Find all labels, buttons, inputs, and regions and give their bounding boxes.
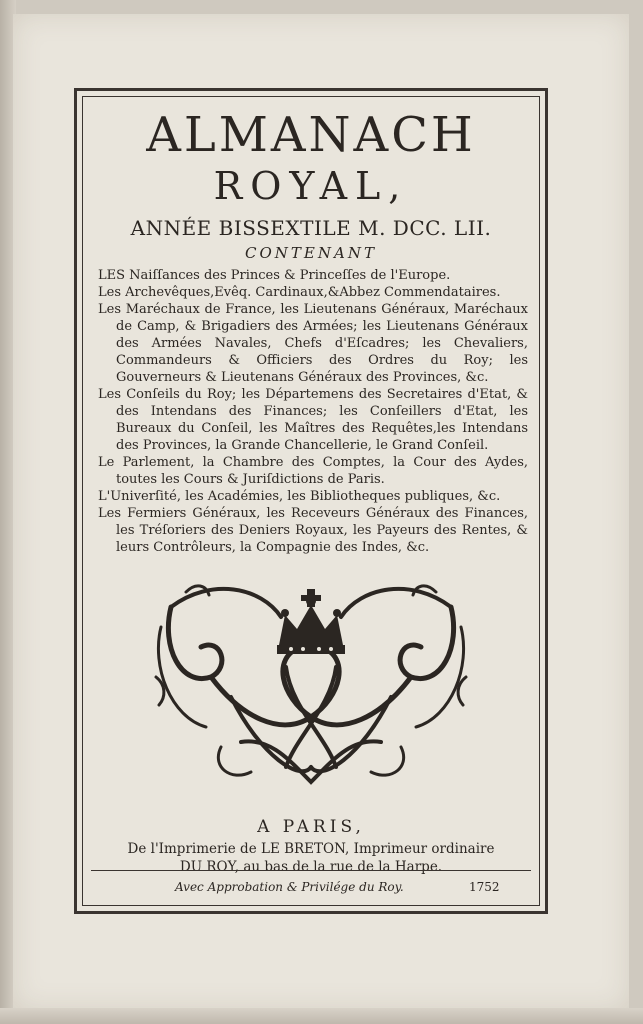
double-border-frame [74, 88, 548, 914]
footer-rule [91, 870, 531, 871]
crowned-monogram-ornament-icon [151, 567, 471, 793]
publication-year: 1752 [469, 880, 500, 894]
contents-entry: LES Naiſſances des Princes & Princeſſes de l'Europe. [98, 268, 451, 283]
contents-entry: Les Fermiers Généraux, les Receveurs Généraux des Finances, les Tréſoriers des Deniers Royaux, les Payeurs des Rentes, & leurs Contrôleurs, la Compagnie des Indes, &c. [98, 506, 528, 555]
year-line: ANNÉE BISSEXTILE M. DCC. LII. [130, 216, 492, 240]
imprint-printer: De l'Imprimerie de LE BRETON, Imprimeur ordinaire [127, 841, 495, 857]
contents-entry: Les Maréchaux de France, les Lieutenans Généraux, Maréchaux de Camp, & Brigadiers des Armées; les Lieutenans Généraux des Armées Navales, Chefs d'Eſcadres; les Chevaliers, Commandeurs & Officiers des Ordres du Roy; les Gouverneurs & Lieutenans Généraux des Provinces, &c. [98, 302, 528, 385]
title-almanach: ALMANACH [146, 107, 476, 163]
imprint-address: DU ROY, au bas de la rue de la Harpe. [179, 859, 443, 875]
page-bottom-edge [0, 1008, 643, 1024]
approbation-text: Avec Approbation & Privilége du Roy. [175, 880, 404, 894]
contents-entry: Les Archevêques,Evêq. Cardinaux,&Abbez Commendataires. [98, 285, 501, 300]
contents-list [98, 267, 528, 556]
contenant-heading: CONTENANT [245, 244, 377, 262]
imprint-city: A PARIS, [257, 817, 365, 837]
contents-entry: Les Conſeils du Roy; les Départemens des Secretaires d'Etat, & des Intendans des Finances; les Conſeillers d'Etat, les Bureaux du Conſeil, les Maîtres des Requêtes,les Intendans des Provinces, la Grande Chancellerie, le Grand Conſeil. [98, 387, 528, 453]
contents-entry: Le Parlement, la Chambre des Comptes, la Cour des Aydes, toutes les Cours & Juriſdictions de Paris. [98, 455, 528, 487]
title-page [13, 14, 629, 1010]
contents-entry: L'Univerſité, les Académies, les Bibliotheques publiques, &c. [98, 489, 501, 504]
title-royal: ROYAL, [213, 164, 409, 208]
